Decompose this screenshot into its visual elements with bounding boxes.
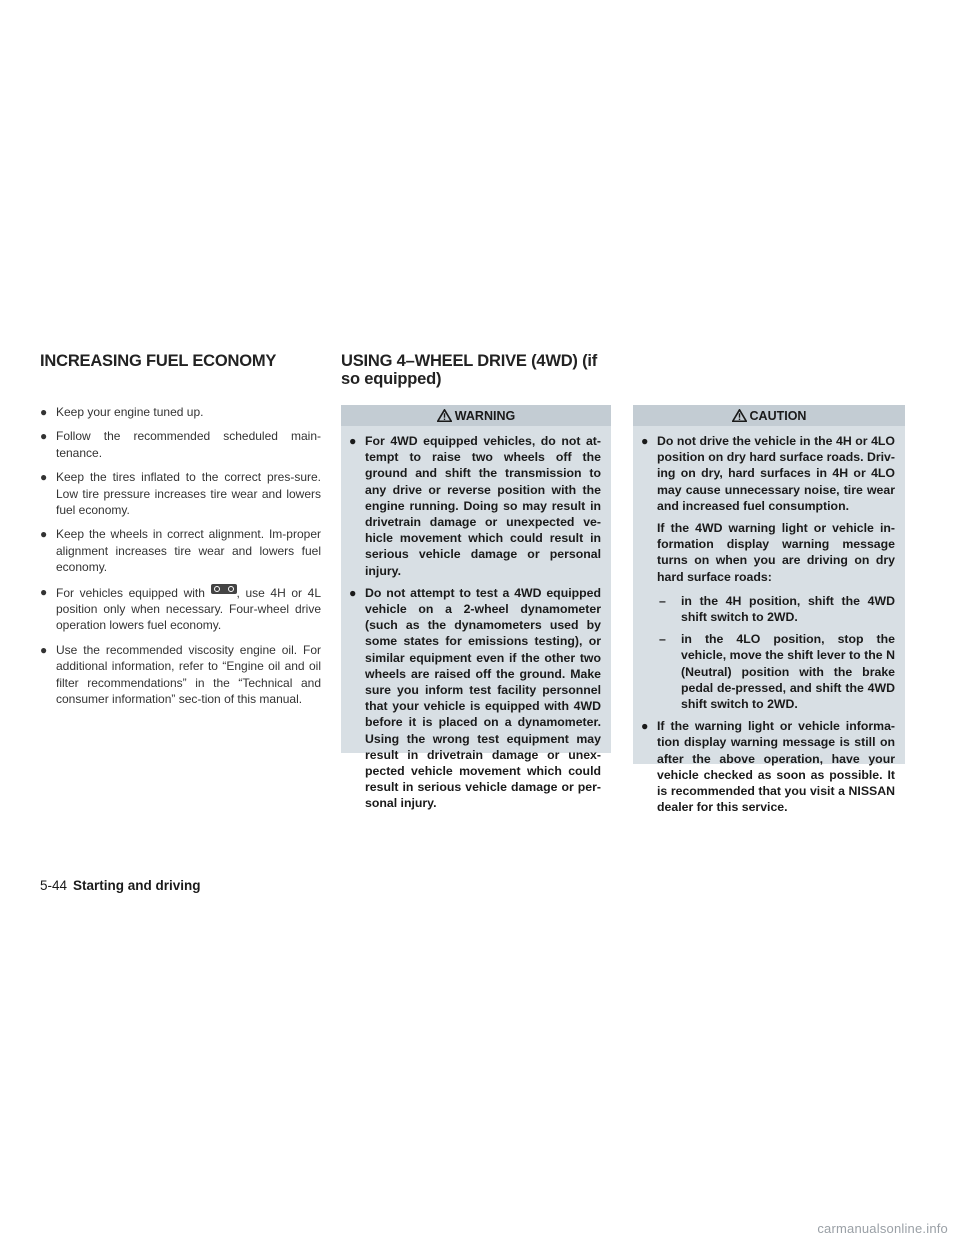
bullet-icon: ● [40,584,48,599]
fuel-economy-list [40,404,321,716]
bullet-icon: ● [349,434,357,448]
caution-box [633,405,905,815]
fuel-economy-item: ● Follow the recommended scheduled main-tenance. [40,429,321,460]
fuel-economy-item: ● Keep your engine tuned up. [40,405,204,419]
section-name: Starting and driving [73,878,201,893]
caution-header [633,405,905,426]
fuel-economy-item: ● Keep the tires inflated to the correct pres-sure. Low tire pressure increases tire wear and lowers fuel economy. [40,470,321,518]
4x4-indicator-icon [211,584,237,594]
bullet-icon: ● [40,527,48,542]
warning-item: ● Do not attempt to test a 4WD equipped vehicle on a 2-wheel dynamometer (such as the dynamometers used by some states for emissions testing), or similar equipment even if the other two wheels are raised off the ground. Make sure you inform test facility personnel that your vehicle is equipped with 4WD before it is placed on a dynamometer. Using the wrong test equipment may result in drivetrain damage or unex-pected vehicle movement which could result in serious vehicle damage or per-sonal injury. [349,585,601,811]
page-number: 5-44 [40,878,68,893]
caution-item: ● Do not drive the vehicle in the 4H or 4LO position on dry hard surface roads. Driv-ing on dry, hard surfaces in 4H or 4LO may cause unnecessary noise, tire wear and increased fuel consumption. If the 4WD warning light or vehicle in-formation display warning message turns on when you are driving on dry hard surface roads: – in the 4H position, shift the 4WD shift switch to 2WD. – in the 4LO position, stop the vehicle, move the shift lever to the N (Neutral) position with the brake pedal de-pressed, and shift the 4WD shift switch to 2WD. [641,434,895,712]
caution-dash-item: – in the 4LO position, stop the vehicle, move the shift lever to the N (Neutral) position with the brake pedal de-pressed, and shift the 4WD shift switch to 2WD. [659,632,895,712]
caution-title: CAUTION [749,408,807,423]
fuel-economy-item: ● Keep the wheels in correct alignment. Im-proper alignment increases tire wear and lowers fuel economy. [40,527,321,575]
bullet-icon: ● [641,719,649,734]
section-heading-4wd: USING 4–WHEEL DRIVE (4WD) (if so equipped) [341,352,598,388]
caution-paragraph: If the 4WD warning light or vehicle in-formation display warning message turns on when you are driving on dry hard surface roads: [657,521,895,584]
warning-item: ● For 4WD equipped vehicles, do not at-tempt to raise two wheels off the ground and shift the transmission to any drive or reverse position with the engine running. Doing so may result in drivetrain damage or unexpected ve-hicle movement which could result in serious vehicle damage or personal injury. [349,434,601,578]
caution-item: ● If the warning light or vehicle informa-tion display warning message is still on after the above operation, have your vehicle checked as soon as possible. It is recommended that you visit a NISSAN dealer for this service. [641,719,895,815]
warning-triangle-icon [732,409,747,422]
bullet-icon: ● [349,585,357,600]
warning-title: WARNING [454,408,516,423]
bullet-icon: ● [641,434,649,448]
section-heading-fuel-economy: INCREASING FUEL ECONOMY [40,352,277,370]
bullet-icon: ● [40,642,48,657]
caution-dash-item: – in the 4H position, shift the 4WD shift switch to 2WD. [659,593,895,625]
bullet-icon: ● [40,429,48,444]
watermark: carmanualsonline.info [817,1221,948,1236]
page-footer [40,878,201,893]
fuel-economy-item: ● For vehicles equipped with , use 4H or 4L position only when necessary. Four-wheel drive operation lowers fuel economy. [40,584,321,633]
warning-triangle-icon [437,409,452,422]
warning-box [341,405,611,811]
fuel-economy-item: ● Use the recommended viscosity engine oil. For additional information, refer to “Engine oil and oil filter recommendations” in the “Technical and consumer information” sec-tion of this manual. [40,642,321,707]
bullet-icon: ● [40,405,48,419]
bullet-icon: ● [40,470,48,485]
warning-header [341,405,611,426]
